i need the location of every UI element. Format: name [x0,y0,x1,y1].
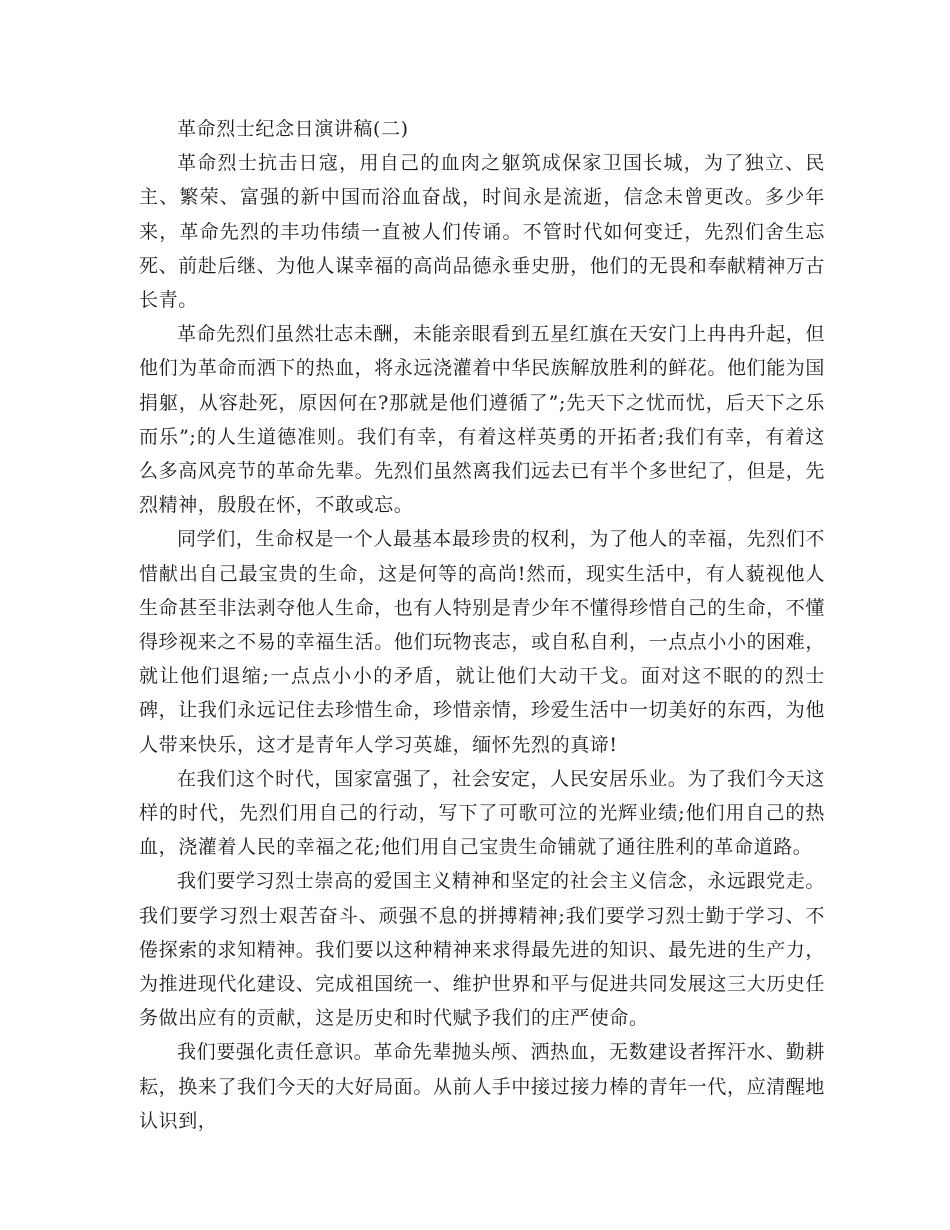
document-title: 革命烈士纪念日演讲稿(二) [177,118,409,140]
paragraph-3: 同学们，生命权是一个人最基本最珍贵的权利，为了他人的幸福，先烈们不惜献出自己最宝贵的生命，这是何等的高尚!然而，现实生活中，有人藐视他人生命甚至非法剥夺他人生命，也有人特别是青少年不懂得珍惜自己的生命，不懂得珍视来之不易的幸福生活。他们玩物丧志，或自私自利，一点点小小的困难，就让他们退缩;一点点小小的矛盾，就让他们大动干戈。面对这不眠的的烈士碑，让我们永远记住去珍惜生命，珍惜亲情，珍爱生活中一切美好的东西，为他人带来快乐，这才是青年人学习英雄，缅怀先烈的真谛! [139,528,826,756]
paragraph-1: 革命烈士抗击日寇，用自己的血肉之躯筑成保家卫国长城，为了独立、民主、繁荣、富强的新中国而浴血奋战，时间永是流逝，信念未曾更改。多少年来，革命先烈的丰功伟绩一直被人们传诵。不管时代如何变迁，先烈们舍生忘死、前赴后继、为他人谋幸福的高尚品德永垂史册，他们的无畏和奉献精神万古长青。 [139,152,826,312]
paragraph-6: 我们要强化责任意识。革命先辈抛头颅、洒热血，无数建设者挥汗水、勤耕耘，换来了我们今天的大好局面。从前人手中接过接力棒的青年一代，应清醒地认识到， [139,1041,826,1132]
paragraph-2: 革命先烈们虽然壮志未酬，未能亲眼看到五星红旗在天安门上冉冉升起，但他们为革命而洒下的热血，将永远浇灌着中华民族解放胜利的鲜花。他们能为国捐躯，从容赴死，原因何在?那就是他们遵循了”;先天下之忧而忧，后天下之乐而乐”;的人生道德准则。我们有幸，有着这样英勇的开拓者;我们有幸，有着这么多高风亮节的革命先辈。先烈们虽然离我们远去已有半个多世纪了，但是，先烈精神，殷殷在怀，不敢或忘。 [139,323,826,517]
paragraph-4: 在我们这个时代，国家富强了，社会安定，人民安居乐业。为了我们今天这样的时代，先烈们用自己的行动，写下了可歌可泣的光辉业绩;他们用自己的热血，浇灌着人民的幸福之花;他们用自己宝贵生命铺就了通往胜利的革命道路。 [139,767,825,859]
document-body [139,112,825,1138]
paragraph-5: 我们要学习烈士崇高的爱国主义精神和坚定的社会主义信念，永远跟党走。我们要学习烈士艰苦奋斗、顽强不息的拼搏精神;我们要学习烈士勤于学习、不倦探索的求知精神。我们要以这种精神来求得最先进的知识、最先进的生产力，为推进现代化建设、完成祖国统一、维护世界和平与促进共同发展这三大历史任务做出应有的贡献，这是历史和时代赋予我们的庄严使命。 [139,870,826,1030]
